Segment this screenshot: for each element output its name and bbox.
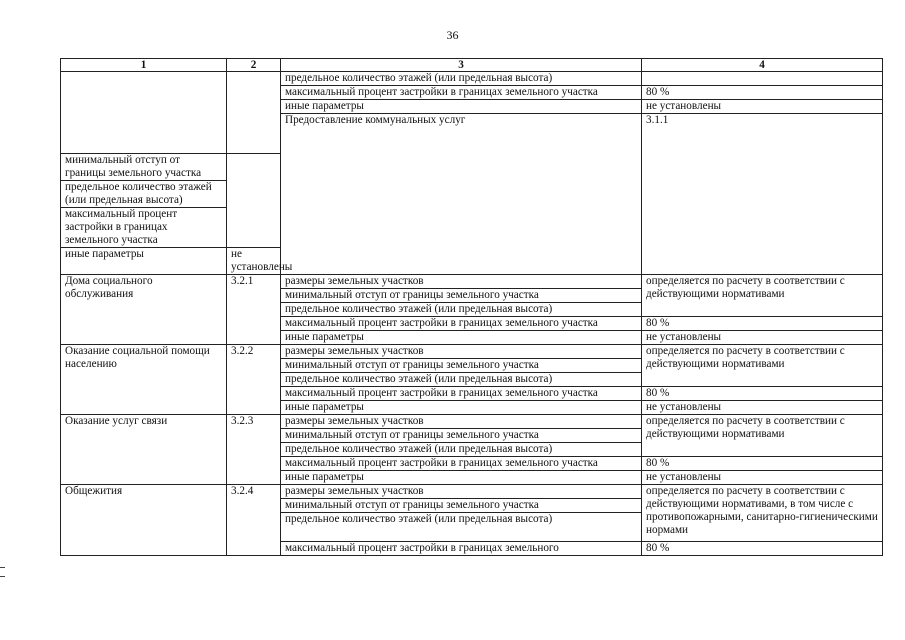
parameter-cell: размеры земельных участков <box>281 415 642 429</box>
header-col-4: 4 <box>642 59 883 72</box>
scan-edge-mark <box>0 567 5 577</box>
use-type-name: Предоставление коммунальных услуг <box>281 114 642 275</box>
parameter-cell: размеры земельных участков <box>281 345 642 359</box>
value-cell: определяется по расчету в соответствии с действующими нормативами <box>642 415 883 457</box>
value-cell: определяется по расчету в соответствии с действующими нормативами <box>642 345 883 387</box>
value-cell: не установлены <box>227 248 281 275</box>
value-cell: 80 % <box>642 86 883 100</box>
parameter-cell: минимальный отступ от границы земельного участка <box>61 154 227 181</box>
value-cell: не установлены <box>642 401 883 415</box>
use-type-name: Оказание социальной помощи населению <box>61 345 227 415</box>
header-row <box>61 59 883 72</box>
parameter-cell: максимальный процент застройки в границах земельного участка <box>281 86 642 100</box>
header-col-1: 1 <box>61 59 227 72</box>
parameter-cell: размеры земельных участков <box>281 485 642 499</box>
table-row <box>61 415 883 429</box>
parameter-cell: максимальный процент застройки в границах земельного участка <box>61 208 227 248</box>
parameter-cell: минимальный отступ от границы земельного участка <box>281 429 642 443</box>
use-type-cell <box>61 72 227 154</box>
parameter-cell: размеры земельных участков <box>281 275 642 289</box>
use-type-name: Оказание услуг связи <box>61 415 227 485</box>
table-row <box>61 275 883 289</box>
header-col-2: 2 <box>227 59 281 72</box>
parameter-cell: иные параметры <box>281 401 642 415</box>
value-cell: 80 % <box>642 317 883 331</box>
parameter-cell: максимальный процент застройки в границах земельного <box>281 542 642 556</box>
use-type-name: Дома социального обслуживания <box>61 275 227 345</box>
parameter-cell: иные параметры <box>281 100 642 114</box>
value-cell: не установлены <box>642 471 883 485</box>
parameter-cell: предельное количество этажей (или предельная высота) <box>281 443 642 457</box>
value-cell: 80 % <box>642 387 883 401</box>
table-row <box>61 485 883 499</box>
parameter-cell: максимальный процент застройки в границах земельного участка <box>281 317 642 331</box>
use-type-code: 3.2.1 <box>227 275 281 345</box>
value-cell: 80 % <box>642 457 883 471</box>
use-type-code: 3.2.2 <box>227 345 281 415</box>
value-cell: определяется по расчету в соответствии с действующими нормативами <box>642 275 883 317</box>
table-row <box>61 72 883 86</box>
parameter-cell: иные параметры <box>61 248 227 275</box>
page-number: 36 <box>446 28 459 42</box>
parameter-cell: иные параметры <box>281 471 642 485</box>
use-code-cell <box>227 72 281 154</box>
parameter-cell: предельное количество этажей (или предельная высота) <box>61 181 227 208</box>
use-type-code: 3.2.4 <box>227 485 281 556</box>
parameter-cell: предельное количество этажей (или предельная высота) <box>281 72 642 86</box>
use-type-code: 3.2.3 <box>227 415 281 485</box>
use-type-name: Общежития <box>61 485 227 556</box>
value-cell: 80 % <box>642 542 883 556</box>
parameter-cell: минимальный отступ от границы земельного участка <box>281 289 642 303</box>
parameter-cell: минимальный отступ от границы земельного участка <box>281 359 642 373</box>
value-cell: не установлены <box>642 100 883 114</box>
parameter-cell: максимальный процент застройки в границах земельного участка <box>281 457 642 471</box>
value-cell <box>642 72 883 86</box>
value-cell: определяется по расчету в соответствии с действующими нормативами, в том числе с противопожарными, санитарно-гигиеническими нормами <box>642 485 883 542</box>
land-use-regulations-table <box>60 58 883 556</box>
parameter-cell: предельное количество этажей (или предельная высота) <box>281 513 642 542</box>
parameter-cell: предельное количество этажей (или предельная высота) <box>281 303 642 317</box>
parameter-cell: предельное количество этажей (или предельная высота) <box>281 373 642 387</box>
parameter-cell: минимальный отступ от границы земельного участка <box>281 499 642 513</box>
header-col-3: 3 <box>281 59 642 72</box>
table-row <box>61 345 883 359</box>
parameter-cell: максимальный процент застройки в границах земельного участка <box>281 387 642 401</box>
parameter-cell: иные параметры <box>281 331 642 345</box>
value-cell: не установлены <box>642 331 883 345</box>
use-type-code: 3.1.1 <box>642 114 883 275</box>
